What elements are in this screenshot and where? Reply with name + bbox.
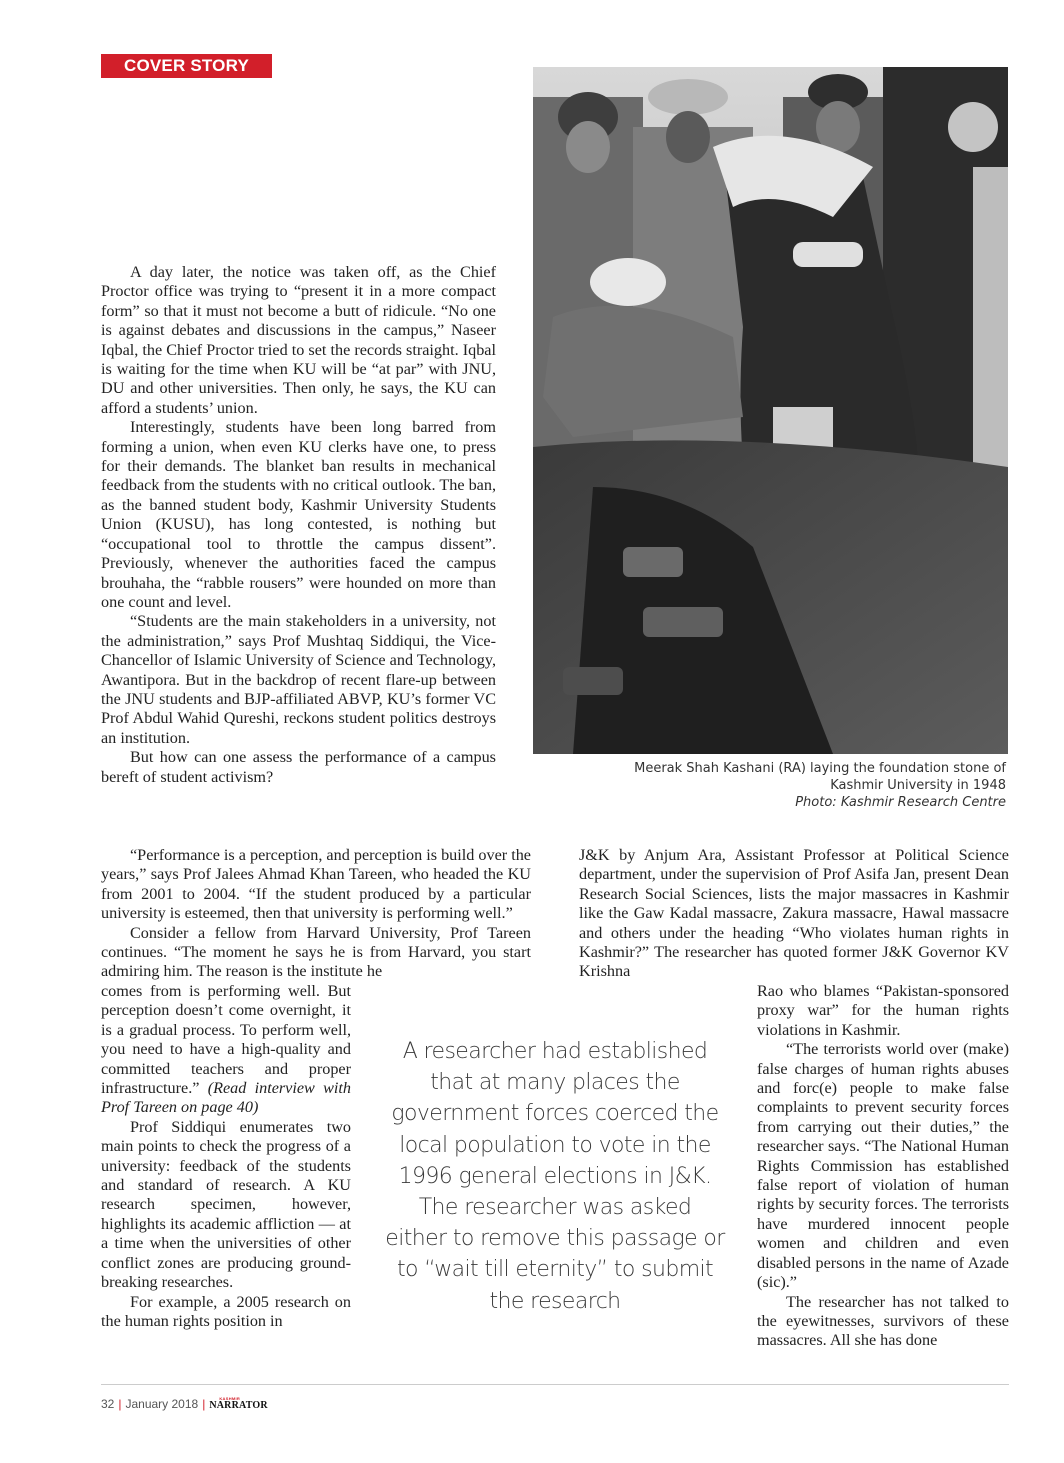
article-column-left-wide (101, 846, 531, 982)
footer-divider (101, 1384, 1009, 1385)
paragraph: A day later, the notice was taken off, as the Chief Proctor office was trying to “present it in a more compact form” so that it must not become a butt of ridicule. “No one is against debates and discussions in the campus,” Naseer Iqbal, the Chief Proctor tried to set the records straight. Iqbal is waiting for the time when KU will be “at par” with JNU, DU and other universities. Then only, he says, the KU can afford a students’ union. (101, 263, 496, 417)
article-column-left-narrow (101, 982, 351, 1331)
photo-credit: Photo: Kashmir Research Centre (795, 795, 1006, 810)
photo-image (533, 67, 1008, 754)
paragraph: Interestingly, students have been long barred from forming a union, when even KU clerks have one, to press for their demands. The blanket ban results in mechanical feedback from the students with no critical outlook. The ban, as the banned student body, Kashmir University Students Union (KUSU), has long contested, is nothing but “occupational tool to throttle the campus dissent”. Previously, whenever the authorities faced the campus brouhaha, the “rabble rousers” were hounded on more than one count and level. (101, 418, 496, 611)
paragraph: The researcher has not talked to the eyewitnesses, survivors of these massacres. All she has done (757, 1292, 1009, 1350)
issue-date: January 2018 (125, 1397, 199, 1411)
pull-quote: A researcher had established that at many places the government forces coerced the local population to vote in the 1996 general elections in J&K. The researcher was asked either to remove this passage or to “wait till eternity” to submit the research (385, 1039, 725, 1314)
paragraph: “Students are the main stakeholders in a university, not the administration,” says Prof Mushtaq Siddiqui, the Vice-Chancellor of Islamic University of Science and Technology, Awantipora. But in the backdrop of recent flare-up between the JNU students and BJP-affiliated ABVP, KU’s former VC Prof Abdul Wahid Qureshi, reckons student politics destroys an institution. (101, 612, 496, 747)
paragraph: “The terrorists world over (make) false charges of human rights abuses and forc(e) people to make false complaints to prevent security forces from carrying out their duties,” the researcher says. “The National Human Rights Commission has established false report of violation of human rights by security forces. The terrorists have murdered innocent people women and children and even disabled persons in the name of Azade (sic).” (757, 1040, 1009, 1292)
photo-caption (560, 760, 1006, 811)
historic-photo (533, 67, 1008, 754)
page-number: 32 (101, 1397, 115, 1411)
caption-line: Meerak Shah Kashani (RA) laying the foundation stone of (634, 761, 1006, 776)
section-tag-cover-story: COVER STORY (101, 54, 272, 78)
logo-main-text: NARRATOR (209, 1400, 268, 1411)
paragraph: But how can one assess the performance of a campus bereft of student activism? (101, 748, 496, 786)
paragraph: “Performance is a perception, and perception is build over the years,” says Prof Jalees Ahmad Khan Tareen, who headed the KU from 2001 to 2004. “If the student produced by a particular university is esteemed, then that university is performing well.” (101, 846, 531, 923)
paragraph: Rao who blames “Pakistan-sponsored proxy war” for the human rights violations in Kashmir. (757, 982, 1009, 1039)
paragraph: J&K by Anjum Ara, Assistant Professor at Political Science department, under the supervision of Prof Asifa Jan, present Dean Research Social Sciences, lists the major massacres in Kashmir like the Gaw Kadal massacre, Zakura massacre, Hawal massacre and others under the heading “Who violates human rights in Kashmir?” The researcher has quoted former J&K Governor KV Krishna (579, 846, 1009, 981)
logo-top-text: KASHMIR (219, 1396, 241, 1401)
paragraph (101, 982, 351, 1118)
footer-separator: | (202, 1397, 206, 1411)
paragraph-text: comes from is performing well. But perception doesn’t come overnight, it is a gradual process. To perform well, you need to have a high-quality and committed teachers and proper infrastructure.” (101, 982, 351, 1098)
interview-reference: (Read interview with Prof Tareen on page 40) (101, 1079, 351, 1117)
paragraph: Prof Siddiqui enumerates two main points to check the progress of a university: feedback of the students and standard of research. A KU research specimen, however, highlights its academic affliction — at a time when the universities of other conflict zones are producing ground-breaking researches. (101, 1117, 351, 1292)
paragraph: For example, a 2005 research on the human rights position in (101, 1292, 351, 1330)
article-column-right-narrow (757, 982, 1009, 1351)
footer-separator: | (118, 1397, 122, 1411)
caption-line: Kashmir University in 1948 (830, 778, 1006, 793)
magazine-logo (209, 1397, 267, 1411)
article-column-left-top (101, 263, 496, 787)
paragraph: Consider a fellow from Harvard University, Prof Tareen continues. “The moment he says he is from Harvard, you start admiring him. The reason is the institute he (101, 923, 531, 981)
article-column-middle-wide (579, 846, 1009, 982)
page-footer (101, 1396, 268, 1412)
